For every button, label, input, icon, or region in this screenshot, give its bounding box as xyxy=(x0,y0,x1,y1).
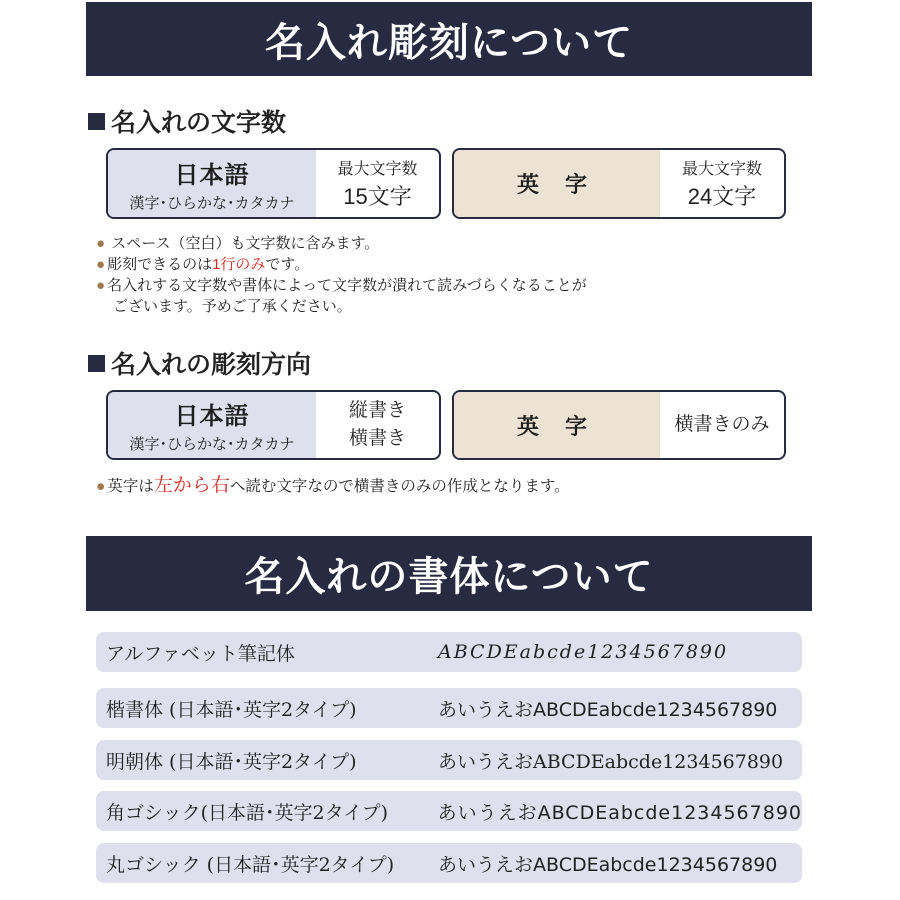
note-highlight: 1行のみ xyxy=(212,256,266,273)
english-label: 英 字 xyxy=(516,413,598,439)
font-sample: あいうえおABCDEabcde1234567890 xyxy=(438,698,778,721)
font-name: 明朝体 (日本語･英字2タイプ) xyxy=(106,750,357,773)
char-count-title: 名入れの文字数 xyxy=(111,108,287,137)
note-text: 彫刻できるのは xyxy=(107,256,213,273)
japanese-max-cell xyxy=(316,150,439,217)
note-item xyxy=(96,233,587,254)
font-row-mincho xyxy=(96,740,802,780)
font-name: 楷書体 (日本語･英字2タイプ) xyxy=(106,698,357,721)
japanese-max-label: 最大文字数 xyxy=(337,161,418,178)
english-char-count-box xyxy=(452,148,786,219)
font-sample: あいうえおABCDEabcde1234567890 xyxy=(438,853,778,876)
japanese-direction-box xyxy=(106,390,441,460)
japanese-max-value: 15文字 xyxy=(343,184,412,209)
direction-heading xyxy=(88,345,311,381)
font-row-maru-gothic xyxy=(96,843,802,883)
direction-title: 名入れの彫刻方向 xyxy=(111,350,312,379)
english-label-cell xyxy=(454,392,660,458)
font-sample: ABCDEabcde1234567890 xyxy=(438,641,729,663)
english-max-cell xyxy=(660,150,784,217)
font-row-kaisho xyxy=(96,688,802,728)
bullet-icon: ● xyxy=(96,277,106,294)
bullet-icon: ● xyxy=(96,235,106,252)
note-item xyxy=(96,275,587,317)
english-max-value: 24文字 xyxy=(687,184,757,209)
note-text: です。 xyxy=(265,256,310,273)
japanese-sublabel: 漢字･ひらかな･カタカナ xyxy=(129,436,295,453)
fonts-banner-title: 名入れの書体について xyxy=(244,553,654,600)
direction-note xyxy=(96,475,570,497)
font-row-kaku-gothic xyxy=(96,791,802,831)
english-max-label: 最大文字数 xyxy=(681,161,762,178)
english-label: 英 字 xyxy=(516,172,598,197)
note-text: へ読む文字なので横書きのみの作成となります。 xyxy=(229,478,570,495)
english-label-cell xyxy=(454,150,660,217)
japanese-char-count-box xyxy=(106,148,441,219)
engraving-banner xyxy=(86,2,812,76)
japanese-label: 日本語 xyxy=(174,161,250,189)
japanese-label: 日本語 xyxy=(174,403,250,430)
char-count-heading xyxy=(88,103,286,139)
note-item xyxy=(96,254,587,275)
note-text: 名入れする文字数や書体によって文字数が潰れて読みづらくなることが xyxy=(107,277,587,294)
japanese-label-cell xyxy=(108,392,316,458)
note-highlight: 左から右 xyxy=(153,475,230,496)
note-text: スペース（空白）も文字数に含みます。 xyxy=(107,235,380,252)
bullet-icon: ● xyxy=(96,478,106,495)
font-name: 丸ゴシック (日本語･英字2タイプ) xyxy=(106,853,395,876)
font-row-script xyxy=(96,632,802,672)
font-name: 角ゴシック(日本語･英字2タイプ) xyxy=(106,801,389,824)
horizontal-option: 横書き xyxy=(348,428,406,449)
font-sample: あいうえおABCDEabcde1234567890 xyxy=(438,750,784,773)
japanese-label-cell xyxy=(108,150,316,217)
horizontal-only-option: 横書きのみ xyxy=(674,414,770,435)
font-sample: あいうえおABCDEabcde1234567890 xyxy=(437,801,802,824)
japanese-direction-cell xyxy=(316,392,439,458)
bullet-icon: ● xyxy=(96,256,106,273)
char-count-notes xyxy=(96,233,587,317)
font-name: アルファベット筆記体 xyxy=(106,642,295,665)
english-direction-box xyxy=(452,390,786,460)
vertical-option: 縦書き xyxy=(348,400,406,421)
engraving-banner-title: 名入れ彫刻について xyxy=(264,18,634,66)
english-direction-cell xyxy=(660,392,784,458)
note-text: 英字は xyxy=(107,478,154,495)
note-text-continued: ございます。予めご了承ください。 xyxy=(113,298,352,315)
fonts-banner xyxy=(86,536,812,611)
japanese-sublabel: 漢字･ひらかな･カタカナ xyxy=(129,194,295,212)
square-bullet-icon xyxy=(88,355,105,372)
square-bullet-icon xyxy=(88,113,105,130)
